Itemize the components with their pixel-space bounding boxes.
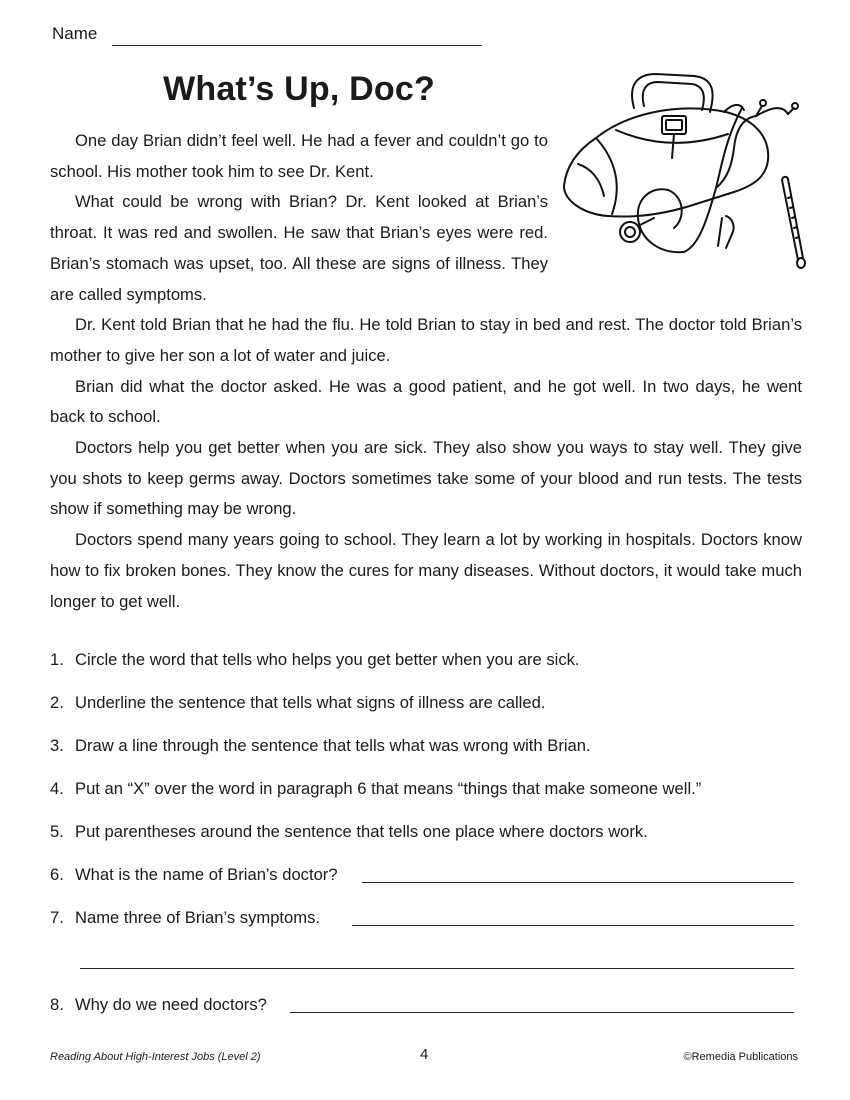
question-number: 4. xyxy=(50,779,64,798)
question-number: 6. xyxy=(50,865,64,884)
question-number: 5. xyxy=(50,822,64,841)
question-number: 1. xyxy=(50,650,64,669)
answer-line-7a[interactable] xyxy=(352,925,794,926)
paragraph-5: Doctors help you get better when you are sick. They also show you ways to stay well. They give you shots to keep germs away. Doctors sometimes take some of your blood and run tests. The tests show if something may be wrong. xyxy=(50,438,802,519)
question-text: Put an “X” over the word in paragraph 6 that means “things that make someone well.” xyxy=(75,779,702,798)
question-3 xyxy=(50,736,591,756)
question-text: Put parentheses around the sentence that tells one place where doctors work. xyxy=(75,822,648,841)
question-number: 8. xyxy=(50,995,64,1014)
page-number: 4 xyxy=(420,1046,429,1063)
answer-line-6[interactable] xyxy=(362,882,794,883)
question-number: 7. xyxy=(50,908,64,927)
question-number: 3. xyxy=(50,736,64,755)
question-7 xyxy=(50,908,320,928)
paragraph-1: One day Brian didn’t feel well. He had a fever and couldn’t go to school. His mother took him to see Dr. Kent. xyxy=(50,131,548,181)
question-2 xyxy=(50,693,545,713)
paragraph-4: Brian did what the doctor asked. He was a good patient, and he got well. In two days, he went back to school. xyxy=(50,376,802,427)
question-5 xyxy=(50,822,648,842)
question-6 xyxy=(50,865,338,885)
page-title: What’s Up, Doc? xyxy=(163,70,435,108)
footer-publisher: ©Remedia Publications xyxy=(683,1051,798,1063)
paragraph-3: Dr. Kent told Brian that he had the flu. He told Brian to stay in bed and rest. The doctor told Brian’s mother to give her son a lot of water and juice. xyxy=(50,315,802,365)
reading-passage xyxy=(50,126,802,617)
answer-line-8[interactable] xyxy=(290,1012,794,1013)
name-answer-line[interactable] xyxy=(112,45,482,46)
question-4 xyxy=(50,779,701,799)
paragraph-6: Doctors spend many years going to school. They learn a lot by working in hospitals. Doctors know how to fix broken bones. They know the cures for many diseases. Without doctors, it would take much longer to get well. xyxy=(50,530,802,611)
question-text: Underline the sentence that tells what signs of illness are called. xyxy=(75,693,546,712)
question-number: 2. xyxy=(50,693,64,712)
footer-book-title: Reading About High-Interest Jobs (Level 2) xyxy=(50,1051,261,1063)
question-text: Why do we need doctors? xyxy=(75,995,267,1014)
question-text: What is the name of Brian’s doctor? xyxy=(75,865,338,884)
question-text: Name three of Brian’s symptoms. xyxy=(75,908,321,927)
answer-line-7b[interactable] xyxy=(80,968,794,969)
name-label: Name xyxy=(52,24,98,43)
question-text: Circle the word that tells who helps you get better when you are sick. xyxy=(75,650,580,669)
paragraph-2: What could be wrong with Brian? Dr. Kent looked at Brian’s throat. It was red and swollen. He saw that Brian’s eyes were red. Brian’s stomach was upset, too. All these are signs of illness. They are called symptoms. xyxy=(50,192,548,304)
question-text: Draw a line through the sentence that tells what was wrong with Brian. xyxy=(75,736,591,755)
question-8 xyxy=(50,995,267,1015)
question-1 xyxy=(50,650,580,670)
